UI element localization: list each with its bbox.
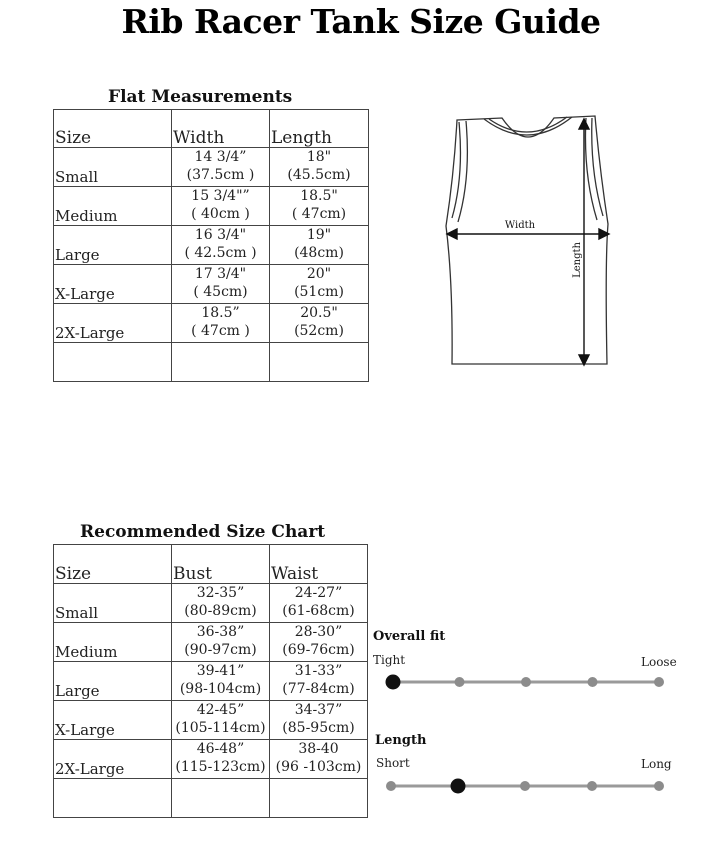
waist-cell: 31-33” (77-84cm)	[270, 662, 368, 701]
length-scale-dot	[587, 781, 597, 791]
table-row	[54, 662, 368, 701]
length-cell: 20.5" (52cm)	[270, 304, 369, 343]
table-row	[54, 584, 368, 623]
size-cell: X-Large	[54, 265, 172, 304]
fit-scale-selected-dot	[386, 675, 401, 690]
size-cell: Small	[54, 584, 172, 623]
width-cell: 14 3/4” (37.5cm )	[172, 148, 270, 187]
bust-cell: 46-48” (115-123cm)	[172, 740, 270, 779]
page-title: Rib Racer Tank Size Guide	[121, 2, 601, 41]
fit-scale-dot	[521, 677, 531, 687]
length-heading: Length	[375, 733, 427, 748]
overall-fit-scale	[380, 670, 670, 694]
fit-scale-dot	[654, 677, 664, 687]
empty-cell	[54, 343, 172, 382]
flat-measurements-heading: Flat Measurements	[108, 87, 293, 107]
length-scale-dot	[386, 781, 396, 791]
length-cell: 18" (45.5cm)	[270, 148, 369, 187]
width-cell: 18.5” ( 47cm )	[172, 304, 270, 343]
length-cell: 19" (48cm)	[270, 226, 369, 265]
waist-cell: 28-30” (69-76cm)	[270, 623, 368, 662]
table-row	[54, 187, 369, 226]
fit-scale-dot	[588, 677, 598, 687]
flat-measurements-table	[53, 109, 369, 382]
size-cell: Medium	[54, 623, 172, 662]
table-row	[54, 304, 369, 343]
waist-cell: 24-27” (61-68cm)	[270, 584, 368, 623]
header-width: Width	[172, 110, 270, 148]
tank-diagram	[440, 112, 615, 368]
table-row	[54, 148, 369, 187]
size-cell: X-Large	[54, 701, 172, 740]
header-bust: Bust	[172, 545, 270, 584]
empty-cell	[172, 779, 270, 818]
length-right-label: Long	[641, 757, 672, 771]
empty-cell	[172, 343, 270, 382]
length-cell: 18.5" ( 47cm)	[270, 187, 369, 226]
width-cell: 15 3/4"” ( 40cm )	[172, 187, 270, 226]
empty-cell	[270, 779, 368, 818]
bust-cell: 32-35” (80-89cm)	[172, 584, 270, 623]
bust-cell: 39-41” (98-104cm)	[172, 662, 270, 701]
size-cell: 2X-Large	[54, 304, 172, 343]
length-cell: 20" (51cm)	[270, 265, 369, 304]
length-scale	[380, 774, 670, 798]
header-size: Size	[54, 110, 172, 148]
empty-cell	[270, 343, 369, 382]
size-cell: Large	[54, 226, 172, 265]
length-scale-dot	[654, 781, 664, 791]
fit-right-label: Loose	[641, 655, 677, 669]
length-left-label: Short	[376, 756, 410, 770]
fit-left-label: Tight	[373, 653, 406, 667]
empty-cell	[54, 779, 172, 818]
size-cell: Medium	[54, 187, 172, 226]
waist-cell: 34-37” (85-95cm)	[270, 701, 368, 740]
header-length: Length	[270, 110, 369, 148]
width-label: Width	[504, 220, 536, 231]
bust-cell: 36-38” (90-97cm)	[172, 623, 270, 662]
table-row	[54, 265, 369, 304]
table-row	[54, 701, 368, 740]
table-row	[54, 740, 368, 779]
table-row-empty	[54, 343, 369, 382]
recommended-size-table	[53, 544, 368, 818]
header-size: Size	[54, 545, 172, 584]
recommended-size-heading: Recommended Size Chart	[80, 522, 326, 542]
waist-cell: 38-40 (96 -103cm)	[270, 740, 368, 779]
length-arrow	[579, 119, 589, 365]
size-cell: 2X-Large	[54, 740, 172, 779]
table-row-empty	[54, 779, 368, 818]
width-cell: 17 3/4" ( 45cm)	[172, 265, 270, 304]
size-cell: Small	[54, 148, 172, 187]
table-header-row	[54, 110, 369, 148]
table-header-row	[54, 545, 368, 584]
length-scale-dot	[520, 781, 530, 791]
table-row	[54, 623, 368, 662]
length-label: Length	[572, 242, 583, 278]
length-scale-selected-dot	[451, 779, 466, 794]
width-cell: 16 3/4" ( 42.5cm )	[172, 226, 270, 265]
table-row	[54, 226, 369, 265]
header-waist: Waist	[270, 545, 368, 584]
size-cell: Large	[54, 662, 172, 701]
bust-cell: 42-45” (105-114cm)	[172, 701, 270, 740]
fit-scale-dot	[455, 677, 465, 687]
overall-fit-heading: Overall fit	[373, 629, 446, 644]
